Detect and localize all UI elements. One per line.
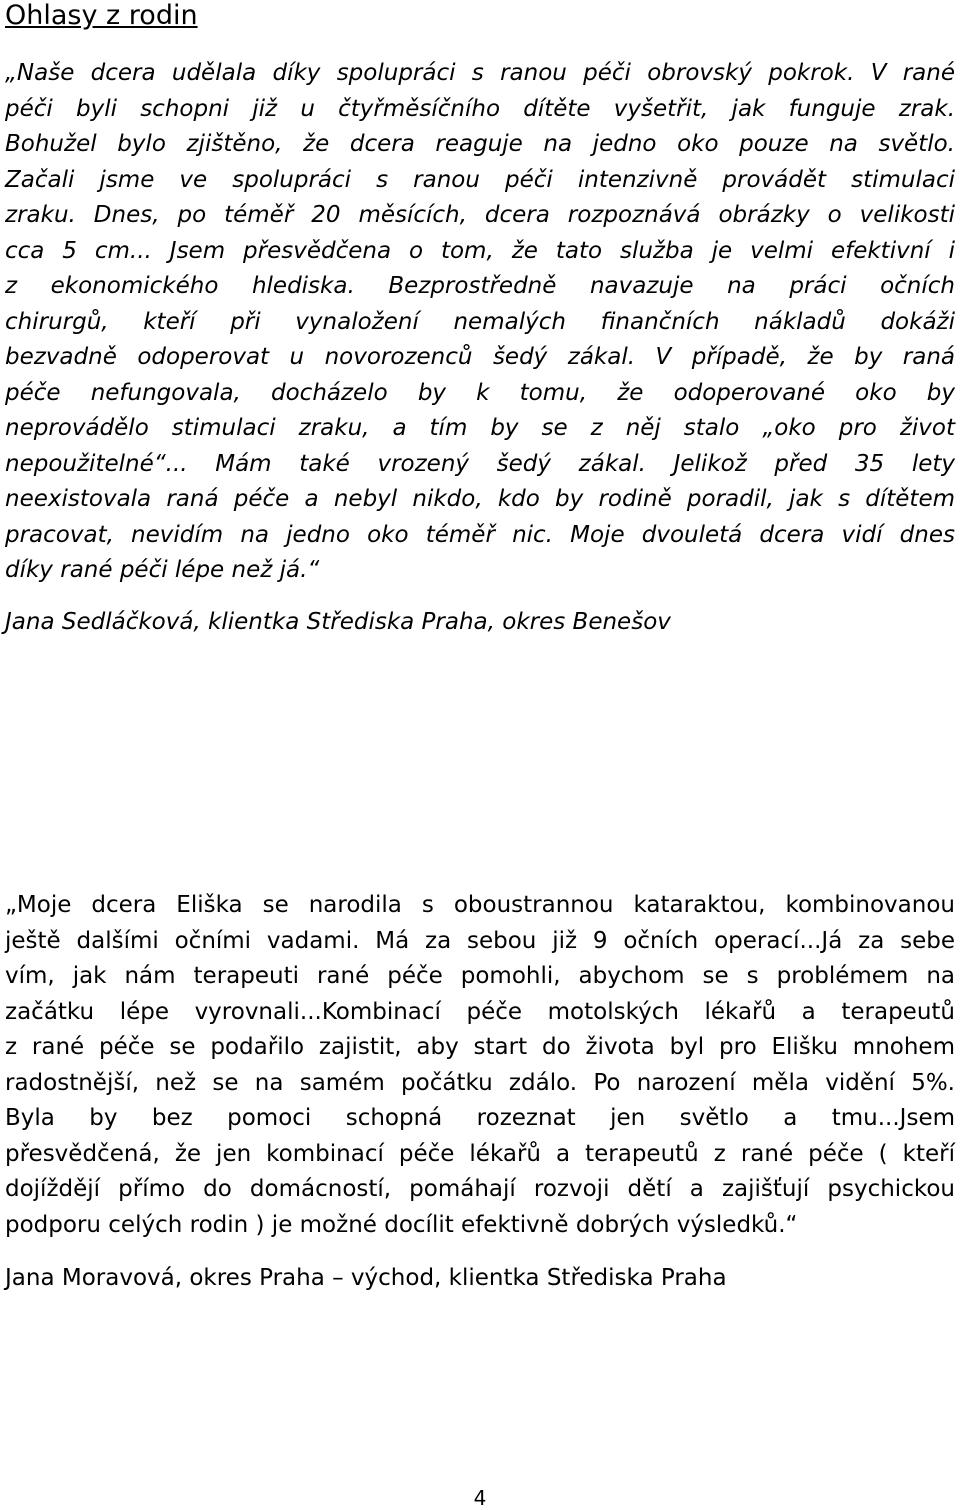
- text-line: přesvědčená, že jen kombinací péče lékařů a terapeutů z rané péče ( kteří: [5, 1140, 955, 1167]
- text-line: vím, jak nám terapeuti rané péče pomohli, abychom se s problémem na: [5, 963, 955, 989]
- text-line: „Naše dcera udělala díky spolupráci s ranou péči obrovský pokrok. V rané: [5, 60, 955, 86]
- page-heading: Ohlasy z rodin: [5, 0, 198, 31]
- text-line: zraku. Dnes, po téměř 20 měsících, dcera rozpoznává obrázky o velikosti: [5, 202, 955, 228]
- text-line: neprovádělo stimulaci zraku, a tím by se z něj stalo „oko pro život: [5, 415, 955, 441]
- testimonial-1-quote: [5, 56, 955, 589]
- text-line: „Moje dcera Eliška se narodila s oboustrannou kataraktou, kombinovanou: [5, 892, 955, 918]
- text-line: neexistovala raná péče a nebyl nikdo, kdo by rodině poradil, jak s dítětem: [5, 486, 955, 512]
- text-line: z ekonomického hlediska. Bezprostředně navazuje na práci očních: [5, 273, 955, 299]
- text-line: dojíždějí přímo do domácností, pomáhají rozvoji dětí a zajišťují psychickou: [5, 1176, 955, 1202]
- text-line: Bohužel bylo zjištěno, že dcera reaguje na jedno oko pouze na světlo.: [5, 131, 955, 157]
- text-line: podporu celých rodin ) je možné docílit efektivně dobrých výsledků.“: [5, 1211, 798, 1238]
- text-line: díky rané péči lépe než já.“: [5, 557, 320, 583]
- text-line: bezvadně odoperovat u novorozenců šedý zákal. V případě, že by raná: [5, 344, 955, 370]
- text-line: nepoužitelné“... Mám také vrozený šedý zákal. Jelikož před 35 lety: [5, 450, 955, 477]
- text-line: začátku lépe vyrovnali...Kombinací péče motolských lékařů a terapeutů: [5, 998, 955, 1025]
- text-line: z rané péče se podařilo zajistit, aby start do života byl pro Elišku mnohem: [5, 1034, 955, 1060]
- text-line: chirurgů, kteří při vynaložení nemalých finančních nákladů dokáži: [5, 308, 955, 335]
- page-number: 4: [473, 1486, 487, 1510]
- testimonial-2-signature: Jana Moravová, okres Praha – východ, klientka Střediska Praha: [5, 1265, 727, 1291]
- text-line: péči byli schopni již u čtyřměsíčního dítěte vyšetřit, jak funguje zrak.: [5, 95, 955, 122]
- text-line: Začali jsme ve spolupráci s ranou péči intenzivně provádět stimulaci: [5, 166, 955, 193]
- text-line: pracovat, nevidím na jedno oko téměř nic. Moje dvouletá dcera vidí dnes: [5, 521, 955, 548]
- testimonial-1-signature: Jana Sedláčková, klientka Střediska Praha, okres Benešov: [5, 609, 671, 635]
- text-line: radostnější, než se na samém počátku zdálo. Po narození měla vidění 5%.: [5, 1069, 955, 1096]
- text-line: cca 5 cm... Jsem přesvědčena o tom, že tato služba je velmi efektivní i: [5, 237, 955, 264]
- text-line: ještě dalšími očními vadami. Má za sebou již 9 očních operací...Já za sebe: [5, 927, 955, 954]
- text-line: péče nefungovala, docházelo by k tomu, že odoperované oko by: [5, 379, 955, 406]
- text-line: Byla by bez pomoci schopná rozeznat jen světlo a tmu...Jsem: [5, 1105, 955, 1131]
- testimonial-2-quote: [5, 888, 955, 1243]
